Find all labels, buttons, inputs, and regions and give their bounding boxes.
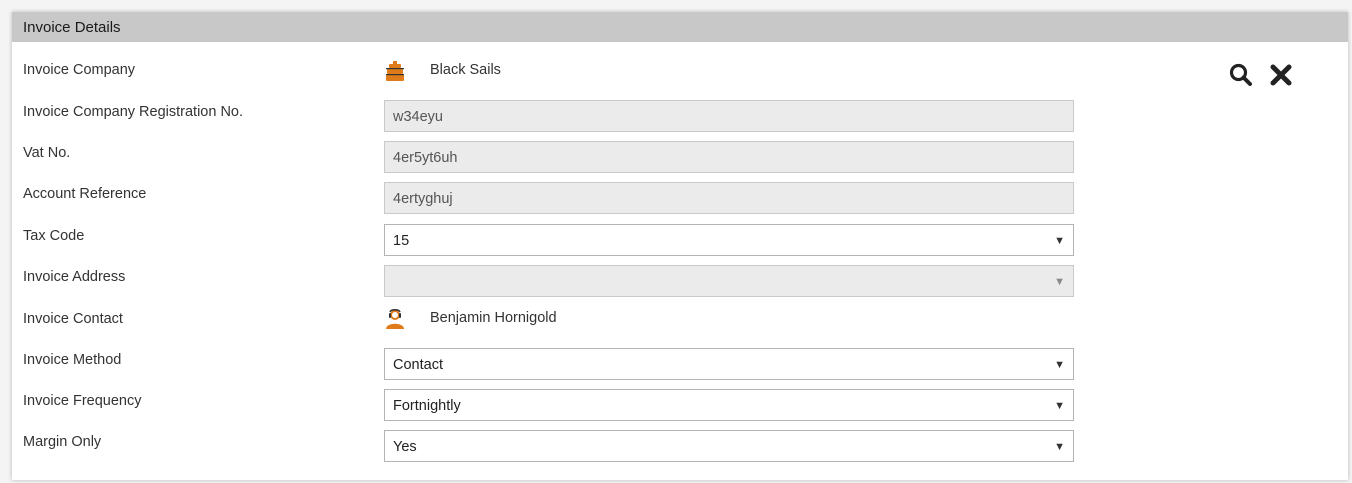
chevron-down-icon[interactable]: ▼ — [1054, 400, 1065, 412]
invoice-contact-label: Invoice Contact — [23, 311, 123, 327]
vat-no-value: 4er5yt6uh — [393, 150, 458, 166]
close-icon — [1268, 62, 1294, 88]
tax-code-select[interactable] — [384, 224, 1074, 256]
invoice-method-select[interactable] — [384, 348, 1074, 380]
tax-code-label: Tax Code — [23, 228, 85, 244]
registration-no-label: Invoice Company Registration No. — [23, 104, 244, 120]
chevron-down-icon[interactable]: ▼ — [1054, 441, 1065, 453]
margin-only-select[interactable] — [384, 430, 1074, 462]
invoice-method-label: Invoice Method — [23, 352, 122, 368]
invoice-company-label: Invoice Company — [23, 62, 136, 78]
account-reference-value: 4ertyghuj — [393, 191, 453, 207]
search-button[interactable] — [1228, 62, 1254, 88]
margin-only-value: Yes — [393, 439, 417, 455]
invoice-details-panel — [12, 12, 1348, 480]
tax-code-value: 15 — [393, 233, 410, 249]
invoice-frequency-label: Invoice Frequency — [23, 393, 142, 409]
panel-title: Invoice Details — [23, 19, 121, 36]
invoice-contact-value[interactable]: Benjamin Hornigold — [430, 310, 557, 326]
panel-header — [12, 12, 1348, 42]
account-reference-label: Account Reference — [23, 186, 147, 202]
contact-icon — [384, 308, 406, 330]
invoice-method-value: Contact — [393, 357, 443, 373]
chevron-down-icon[interactable]: ▼ — [1054, 276, 1065, 288]
margin-only-label: Margin Only — [23, 434, 102, 450]
search-icon — [1228, 62, 1254, 88]
clear-button[interactable] — [1268, 62, 1294, 88]
invoice-address-select[interactable] — [384, 265, 1074, 297]
company-icon — [384, 60, 406, 82]
vat-no-field[interactable] — [384, 141, 1074, 173]
invoice-address-label: Invoice Address — [23, 269, 126, 285]
invoice-frequency-select[interactable] — [384, 389, 1074, 421]
invoice-frequency-value: Fortnightly — [393, 398, 461, 414]
account-reference-field[interactable] — [384, 182, 1074, 214]
registration-no-field[interactable] — [384, 100, 1074, 132]
invoice-company-value[interactable]: Black Sails — [430, 62, 501, 78]
chevron-down-icon[interactable]: ▼ — [1054, 359, 1065, 371]
chevron-down-icon[interactable]: ▼ — [1054, 235, 1065, 247]
registration-no-value: w34eyu — [393, 109, 443, 125]
vat-no-label: Vat No. — [23, 145, 71, 161]
